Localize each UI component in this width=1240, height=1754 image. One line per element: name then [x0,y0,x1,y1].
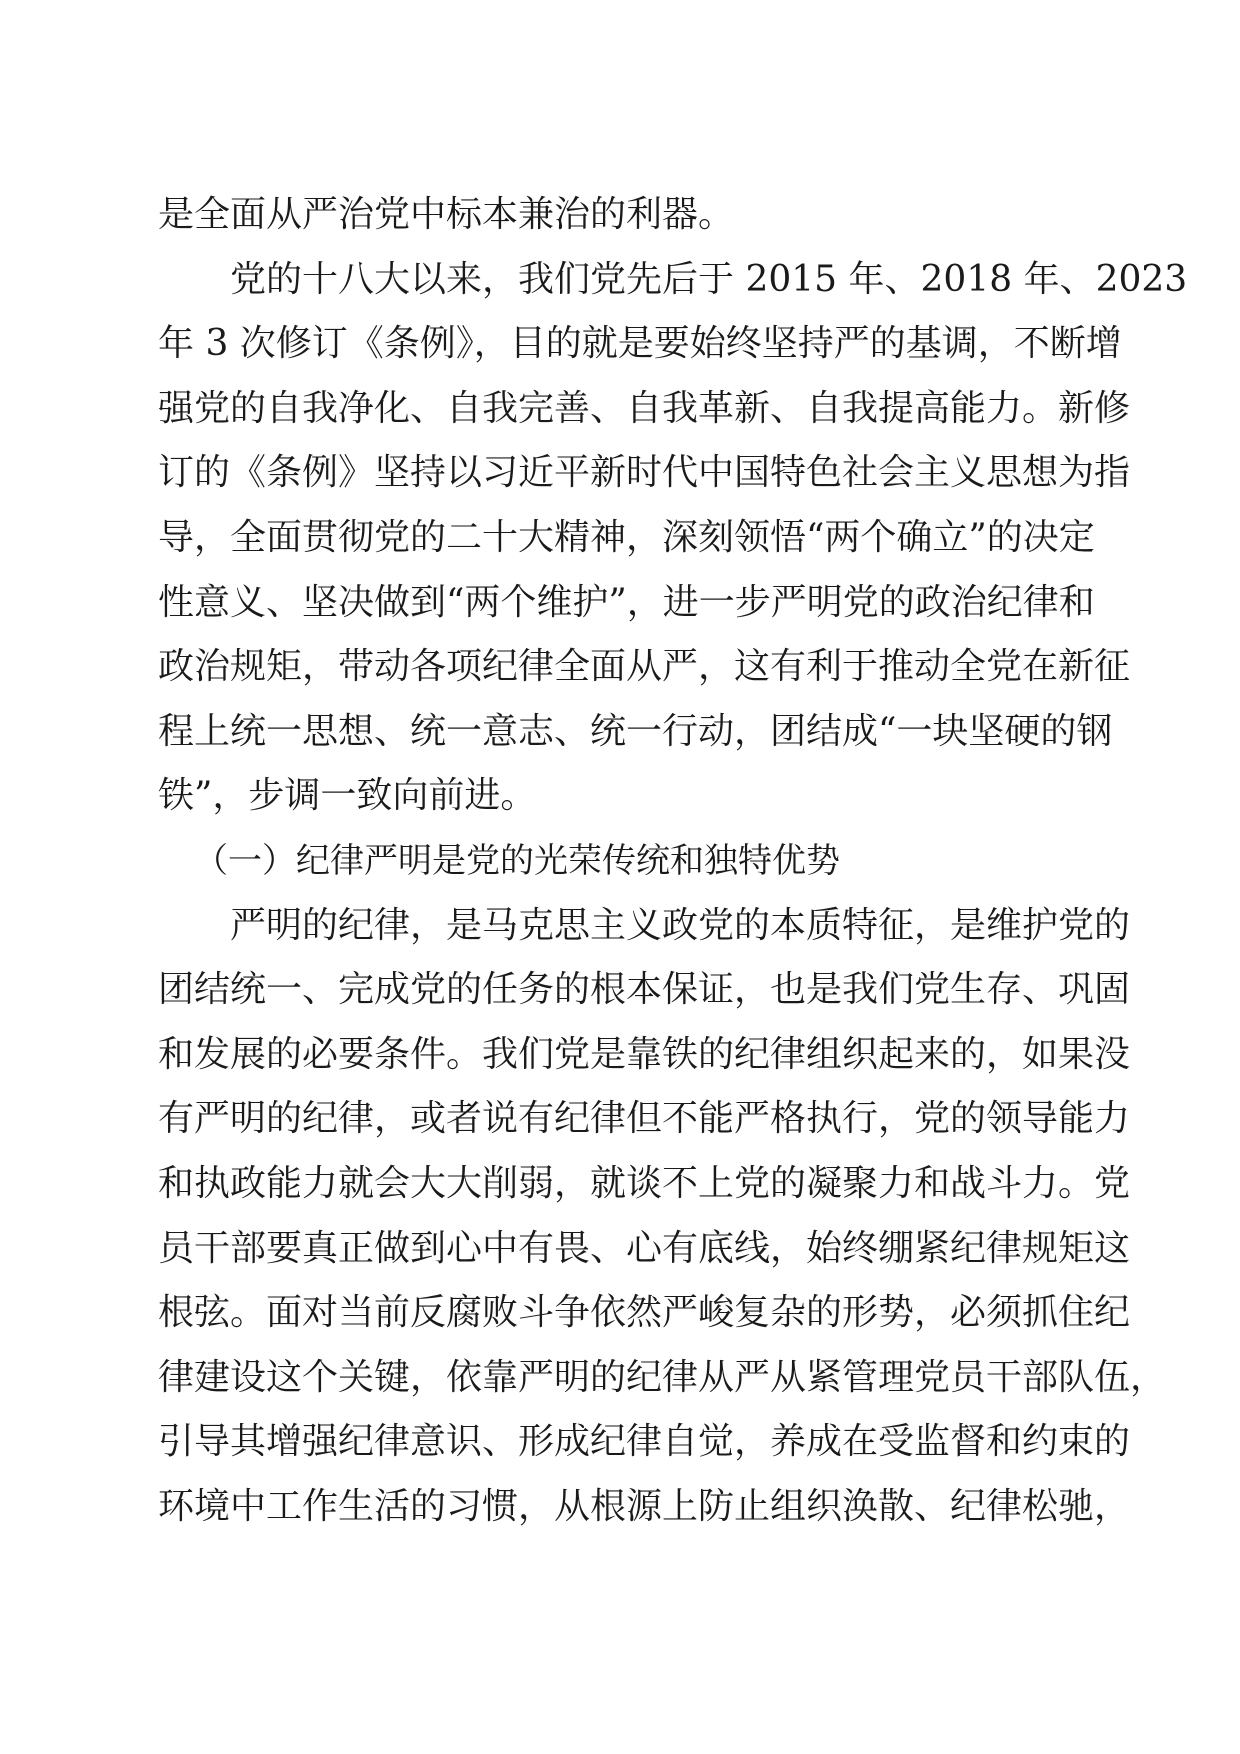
paragraph-2-line: 和发展的必要条件。我们党是靠铁的纪律组织起来的，如果没 [158,1033,1131,1075]
paragraph-2-line: 团结统一、完成党的任务的根本保证，也是我们党生存、巩固 [158,969,1131,1011]
paragraph-2-line: 环境中工作生活的习惯，从根源上防止组织涣散、纪律松驰， [158,1485,1131,1527]
paragraph-0-line: 是全面从严治党中标本兼治的利器。 [158,194,735,235]
paragraph-2-line: 严明的纪律，是马克思主义政党的本质特征，是维护党的 [230,904,1131,946]
paragraph-2-line: 律建设这个关键，依靠严明的纪律从严从紧管理党员干部队伍， [158,1356,1167,1398]
paragraph-1-line: 党的十八大以来，我们党先后于 2015 年、2018 年、2023 [230,258,1188,300]
paragraph-1-line: 性意义、坚决做到“两个维护”，进一步严明党的政治纪律和 [158,581,1095,623]
paragraph-1-line: 导，全面贯彻党的二十大精神，深刻领悟“两个确立”的决定 [158,516,1095,558]
paragraph-1-line: 强党的自我净化、自我完善、自我革新、自我提高能力。新修 [158,387,1131,429]
paragraph-2-line: 有严明的纪律，或者说有纪律但不能严格执行，党的领导能力 [158,1098,1131,1140]
paragraph-2-line: 根弦。面对当前反腐败斗争依然严峻复杂的形势，必须抓住纪 [158,1292,1131,1334]
paragraph-1-line: 订的《条例》坚持以习近平新时代中国特色社会主义思想为指 [158,452,1131,494]
paragraph-1-line: 年 3 次修订《条例》，目的就是要始终坚持严的基调，不断增 [158,323,1122,365]
paragraph-1-line: 铁”，步调一致向前进。 [158,775,537,817]
paragraph-1-line: 政治规矩，带动各项纪律全面从严，这有利于推动全党在新征 [158,646,1131,688]
section-heading: （一）纪律严明是党的光荣传统和独特优势 [194,840,840,881]
paragraph-2-line: 员干部要真正做到心中有畏、心有底线，始终绷紧纪律规矩这 [158,1227,1131,1269]
document-body [158,183,1188,1539]
paragraph-2-line: 和执政能力就会大大削弱，就谈不上党的凝聚力和战斗力。党 [158,1162,1131,1204]
paragraph-1-line: 程上统一思想、统一意志、统一行动，团结成“一块坚硬的钢 [158,710,1113,752]
paragraph-2-line: 引导其增强纪律意识、形成纪律自觉，养成在受监督和约束的 [158,1421,1131,1463]
